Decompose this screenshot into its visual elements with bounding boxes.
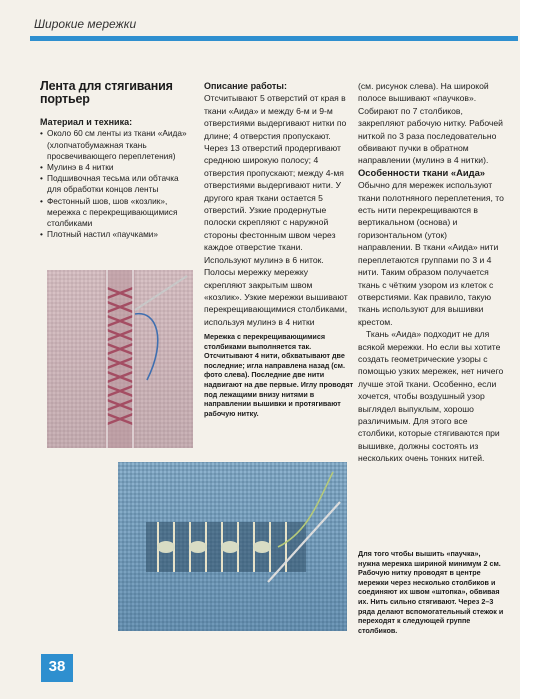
description-body: Отсчитывают 5 отверстий от края в ткани «Аида» и между 6-м и 9-м отверстиями выдергивают нитки по длине; 4 отверстия пропускают. Через 13 отверстий продергивают среднюю широкую полосу; 4 отверстия пропускают; между 4-мя отверстиями выдергивают нити. У другого края ткани остается 5 отверстий. Узкие продернутые полоски скрепляют с наружной стороны фестонным швом через каждое отверстие ткани. Используют мулинэ в 6 ниток. Полосы мережку мережку скрепляют закрытым швом «козлик». Узкие мережки вышивают перекрещивающимися столбиками, используя мулинэ в 4 нитки — [204, 93, 348, 327]
column-right — [358, 80, 504, 465]
section-title — [40, 80, 190, 106]
aida-heading: Особенности ткани «Аида» — [358, 166, 485, 178]
column-middle — [204, 80, 352, 328]
embroidery-photo-pink — [47, 270, 193, 448]
spider-stitch-illustration — [118, 462, 347, 631]
materials-list — [40, 128, 190, 240]
section-title-line2: портьер — [40, 92, 90, 106]
embroidery-illustration — [47, 270, 193, 448]
photo-caption-right: Для того чтобы вышить «паучка», нужна мережка шириной минимум 2 см. Рабочую нитку проводят в центре мережки через несколько столбиков и соединяют их швом «штопка», обвивая их. Нить сильно стягивают. Через 2–3 ряда делают вспомогательный стежок и переходят к следующей группе столбиков. — [358, 549, 504, 635]
embroidery-photo-blue — [118, 462, 347, 631]
section-title-line1: Лента для стягивания — [40, 79, 173, 93]
materials-heading: Материал и техника: — [40, 117, 133, 127]
page-number: 38 — [48, 658, 66, 675]
description-heading: Описание работы: — [204, 81, 287, 91]
materials-item: • Мулинэ в 4 нитки — [40, 162, 190, 173]
materials-item: • Около 60 см ленты из ткани «Аида» (хлопчатобумажная ткань просвечивающего переплетения) — [40, 128, 190, 162]
aida-paragraph-1: Обычно для мережек используют ткани полотняного переплетения, то есть нити перекрещиваются в вертикальном (основа) и горизонтальном (уток) направлении. В ткани «Аида» нити переплетаются группами по 3 и 4 нити. Таким образом получается ткань с чётким узором из клеток с отверстиями. Как правило, такую ткань используют для вышивки крестом. — [358, 180, 504, 327]
materials-item: • Фестонный шов, шов «козлик», мережка с перекрещивающимися столбиками — [40, 196, 190, 230]
materials-item: • Плотный настил «паучками» — [40, 229, 190, 240]
running-header: Широкие мережки — [34, 17, 137, 31]
header-rule — [30, 36, 518, 41]
photo-caption-left: Мережка с перекрещивающимися столбиками выполняется так. Отсчитывают 4 нити, обхватывают две последние; игла направлена назад (см. фото слева). Последние две нити надвигают на две первые. Иглу проводят под лежащими внизу нитями в направлении вышивки и протягивают рабочую нитку. — [204, 332, 354, 418]
column-left — [40, 80, 190, 240]
spider-intro: (см. рисунок слева). На широкой полосе вышивают «паучков». Собирают по 7 столбиков, закрепляют рабочую нитку. Рабочей ниткой по 3 раза последовательно обвивают пучки в обратном направлении (мулинэ в 4 нитки). — [358, 81, 503, 166]
page-edge — [520, 0, 536, 699]
aida-paragraph-2: Ткань «Аида» подходит не для всякой мережки. Но если вы хотите создать геометрические узоры с помощью узких мережек, нет ничего лучше этой ткани. Особенно, если хочется, чтобы воздушный узор выглядел выпуклым, хорошо различимым. Для этого все столбики, которые стягиваются при вышивке, должны состоять из нескольких очень тонких нитей. — [358, 329, 504, 464]
materials-item: • Подшивочная тесьма или обтачка для обработки концов ленты — [40, 173, 190, 195]
